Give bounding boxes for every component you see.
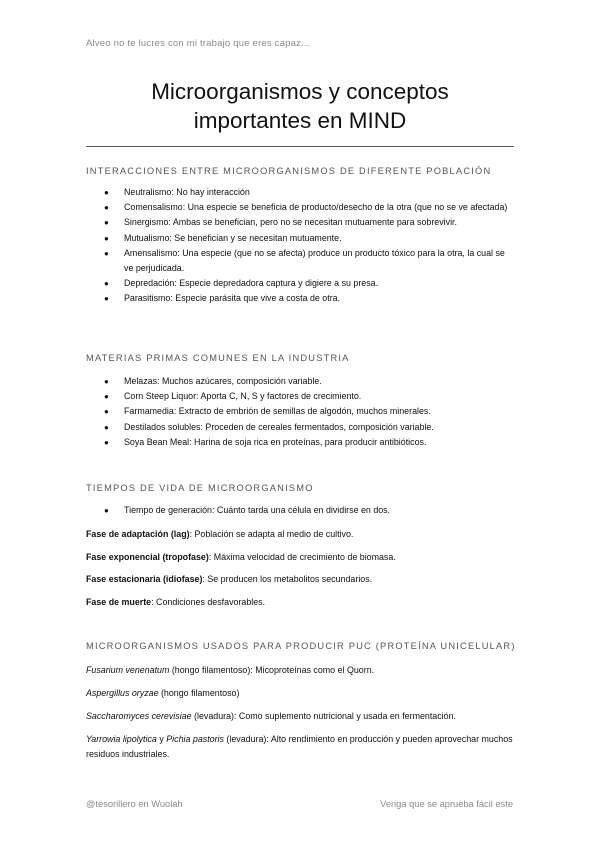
species-name: Aspergillus oryzae — [86, 688, 159, 698]
bullet-icon: ● — [104, 248, 109, 258]
list-item: ● Destilados solubles: Proceden de cereales fermentados, composición variable. — [0, 420, 514, 435]
section-heading-puc: MICROORGANISMOS USADOS PARA PRODUCIR PUC (PROTEÍNA UNICELULAR) — [86, 641, 516, 651]
list-item: ● Comensalismo: Una especie se beneficia de producto/desecho de la otra (que no se ve afectada) — [0, 200, 514, 215]
list-item: ● Depredación: Especie depredadora captura y digiere a su presa. — [0, 276, 514, 291]
list-item: ● Parasitismo: Especie parásita que vive a costa de otra. — [0, 291, 514, 306]
bullet-icon: ● — [104, 233, 109, 243]
bullet-icon: ● — [104, 218, 109, 228]
interacciones-list — [0, 185, 514, 307]
phase-desc: : Máxima velocidad de crecimiento de biomasa. — [208, 552, 396, 562]
puc-yarrowia-pichia: Yarrowia lipolytica y Pichia pastoris (levadura): Alto rendimiento en producción y pueden aprovechar muchos residuos industriales. — [86, 734, 513, 760]
bullet-icon: ● — [104, 294, 109, 304]
phase-lag — [86, 527, 514, 542]
bullet-icon: ● — [104, 506, 109, 515]
footer-note: Venga que se aprueba fácil este — [380, 799, 513, 809]
list-item: ● Sinergismo: Ambas se benefician, pero no se necesitan mutuamente para sobrevivir. — [0, 215, 514, 230]
phase-desc: : Se producen los metabolitos secundarios. — [202, 574, 373, 584]
species-name: Fusarium venenatum — [86, 665, 170, 675]
footer-author: @tesorillero en Wuolah — [86, 799, 183, 809]
list-item: ● Amensalismo: Una especie (que no se afecta) produce un producto tóxico para la otra, la cual se ve perjudicada. — [104, 247, 505, 274]
phase-term: Fase exponencial (tropofase) — [86, 552, 209, 562]
puc-aspergillus: Aspergillus oryzae (hongo filamentoso) — [86, 688, 240, 698]
list-item: ● Tiempo de generación: Cuánto tarda una célula en dividirse en dos. — [0, 503, 514, 518]
bullet-icon: ● — [104, 377, 109, 386]
list-item: ● Melazas: Muchos azúcares, composición variable. — [0, 374, 514, 389]
phase-desc: : Condiciones desfavorables. — [151, 597, 266, 607]
bullet-icon: ● — [104, 407, 109, 417]
bullet-icon: ● — [104, 437, 109, 447]
section-heading-interacciones: INTERACCIONES ENTRE MICROORGANISMOS DE DIFERENTE POBLACIÓN — [86, 166, 492, 176]
list-item: ● Soya Bean Meal: Harina de soja rica en proteínas, para producir antibióticos. — [0, 435, 514, 450]
phase-term: Fase estacionaria (idiofase) — [86, 574, 203, 584]
title-line-1: Microorganismos y conceptos — [151, 79, 449, 104]
phase-exponencial — [86, 550, 514, 565]
section-heading-materias-primas: MATERIAS PRIMAS COMUNES EN LA INDUSTRIA — [86, 353, 350, 363]
puc-fusarium: Fusarium venenatum (hongo filamentoso): Micoproteínas como el Quorn. — [86, 665, 375, 675]
bullet-icon: ● — [104, 188, 109, 197]
phase-estacionaria — [86, 572, 514, 587]
phase-desc: : Población se adapta al medio de cultivo. — [189, 529, 354, 539]
puc-saccharomyces: Saccharomyces cerevisiae (levadura): Como suplemento nutricional y usada en fermentación. — [86, 711, 456, 721]
header-note: Alveo no te lucres con mi trabajo que eres capaz... — [86, 38, 310, 49]
page-title — [86, 77, 514, 135]
list-item: ● Corn Steep Liquor: Aporta C, N, S y factores de crecimiento. — [0, 389, 514, 404]
list-item: ● Farmamedia: Extracto de embrión de semillas de algodón, muchos minerales. — [0, 404, 514, 419]
list-item: ● Neutralismo: No hay interacción — [0, 185, 514, 200]
bullet-icon: ● — [104, 279, 109, 289]
phase-muerte — [86, 595, 514, 610]
materias-primas-list — [0, 374, 514, 450]
bullet-icon: ● — [104, 203, 109, 213]
bullet-icon: ● — [104, 392, 109, 402]
species-name: Saccharomyces cerevisiae — [86, 711, 192, 721]
tiempos-list — [0, 503, 514, 518]
section-heading-tiempos-de-vida: TIEMPOS DE VIDA DE MICROORGANISMO — [86, 483, 314, 493]
species-name: Pichia pastoris — [166, 734, 224, 744]
bullet-icon: ● — [104, 422, 109, 432]
title-underline — [86, 146, 514, 147]
list-item: ● Mutualismo: Se benefician y se necesitan mutuamente. — [0, 231, 514, 246]
title-line-2: importantes en MIND — [193, 108, 407, 133]
species-name: Yarrowia lipolytica — [86, 734, 157, 744]
phase-term: Fase de adaptación (lag) — [86, 529, 190, 539]
phase-term: Fase de muerte — [86, 597, 152, 607]
